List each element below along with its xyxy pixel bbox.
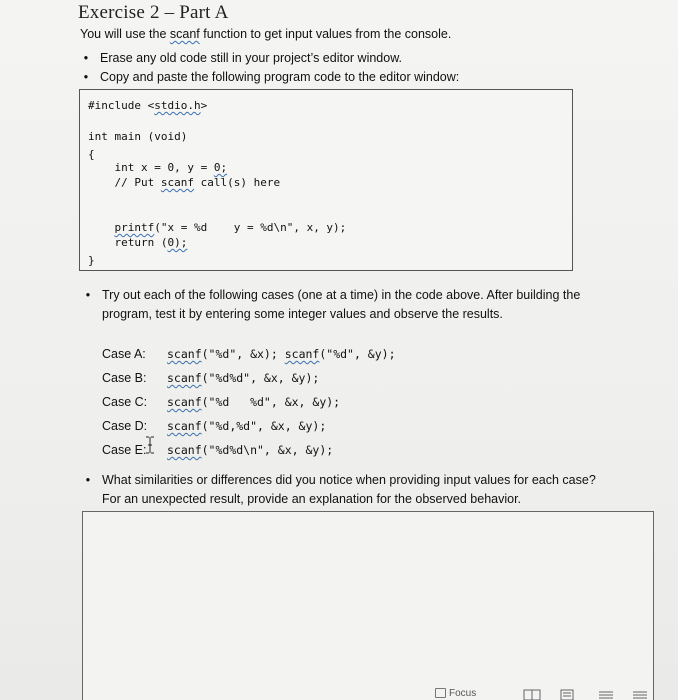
code-return-prefix: return ( <box>88 236 168 249</box>
case-b-label: Case B: <box>102 371 147 385</box>
code-printf-line <box>88 221 346 234</box>
case-a-scanf-2: scanf <box>284 347 320 361</box>
bullet-try-line2: program, test it by entering some integer values and observe the results. <box>102 307 503 321</box>
code-decl-tail: 0; <box>213 161 228 174</box>
print-layout-icon[interactable] <box>558 688 578 700</box>
code-box <box>79 89 573 271</box>
case-a-code <box>167 347 396 361</box>
code-main-line: int main (void) <box>88 130 188 143</box>
code-open-brace: { <box>88 148 95 161</box>
case-c-code <box>167 395 340 409</box>
bullet-copy-text: Copy and paste the following program code to the editor window: <box>100 70 460 84</box>
case-c-label: Case C: <box>102 395 148 409</box>
code-return-tail: 0); <box>167 236 188 249</box>
bullet-try-line1: Try out each of the following cases (one at a time) in the code above. After building the <box>102 288 581 302</box>
case-e-label: Case E: <box>102 443 147 457</box>
case-e-code <box>167 443 333 457</box>
intro-after: function to get input values from the console. <box>199 27 452 41</box>
bullet-dot-icon: • <box>85 473 91 487</box>
code-comment-word: scanf <box>160 176 194 189</box>
code-include-line <box>88 99 207 112</box>
code-return-line <box>88 236 187 249</box>
code-close-brace: } <box>88 254 95 267</box>
focus-icon <box>435 688 446 698</box>
focus-button[interactable] <box>435 688 476 699</box>
case-a-args-2: ("%d", &y); <box>319 347 396 361</box>
intro-text <box>80 27 451 41</box>
text-cursor-icon <box>145 436 155 454</box>
bullet-dot-icon: • <box>83 70 89 84</box>
question-line2: For an unexpected result, provide an explanation for the observed behavior. <box>102 492 522 506</box>
answer-textbox[interactable] <box>82 511 654 700</box>
intro-scanf-word: scanf <box>169 27 200 41</box>
case-d-label: Case D: <box>102 419 148 433</box>
case-d-code <box>167 419 326 433</box>
code-include-suffix: > <box>200 99 208 112</box>
case-e-scanf: scanf <box>167 443 202 457</box>
bullet-dot-icon: • <box>83 51 89 65</box>
code-comment-line <box>88 176 280 189</box>
code-decl-line <box>88 161 227 174</box>
focus-label: Focus <box>449 688 477 699</box>
case-c-scanf: scanf <box>167 395 202 409</box>
code-printf-rest: ("x = %d y = %d\n", x, y); <box>154 221 347 234</box>
case-a-scanf-1: scanf <box>167 347 202 361</box>
code-include-prefix: #include < <box>88 99 155 112</box>
case-d-scanf: scanf <box>167 419 202 433</box>
case-d-args: ("%d,%d", &x, &y); <box>201 419 327 433</box>
case-c-args: ("%d %d", &x, &y); <box>201 395 341 409</box>
code-decl-prefix: int x = 0, y = <box>88 161 214 174</box>
bullet-dot-icon: • <box>85 288 91 302</box>
code-include-lib: stdio.h <box>154 99 201 112</box>
code-comment-prefix: // Put <box>88 176 161 189</box>
web-layout-icon[interactable] <box>596 688 616 700</box>
read-mode-icon[interactable] <box>522 688 542 700</box>
case-a-label: Case A: <box>102 347 146 361</box>
case-b-code <box>167 371 319 385</box>
code-comment-suffix: call(s) here <box>193 176 281 189</box>
outline-icon[interactable] <box>630 688 650 700</box>
page-title: Exercise 2 – Part A <box>78 2 229 23</box>
code-printf-word: printf <box>114 221 155 234</box>
case-e-args: ("%d%d\n", &x, &y); <box>201 443 334 457</box>
bullet-erase-text: Erase any old code still in your project’s editor window. <box>100 51 403 65</box>
case-b-args: ("%d%d", &x, &y); <box>201 371 320 385</box>
case-b-scanf: scanf <box>167 371 202 385</box>
question-line1: What similarities or differences did you notice when providing input values for each case? <box>102 473 596 487</box>
intro-before: You will use the <box>80 27 170 41</box>
case-a-args-1: ("%d", &x); <box>201 347 285 361</box>
